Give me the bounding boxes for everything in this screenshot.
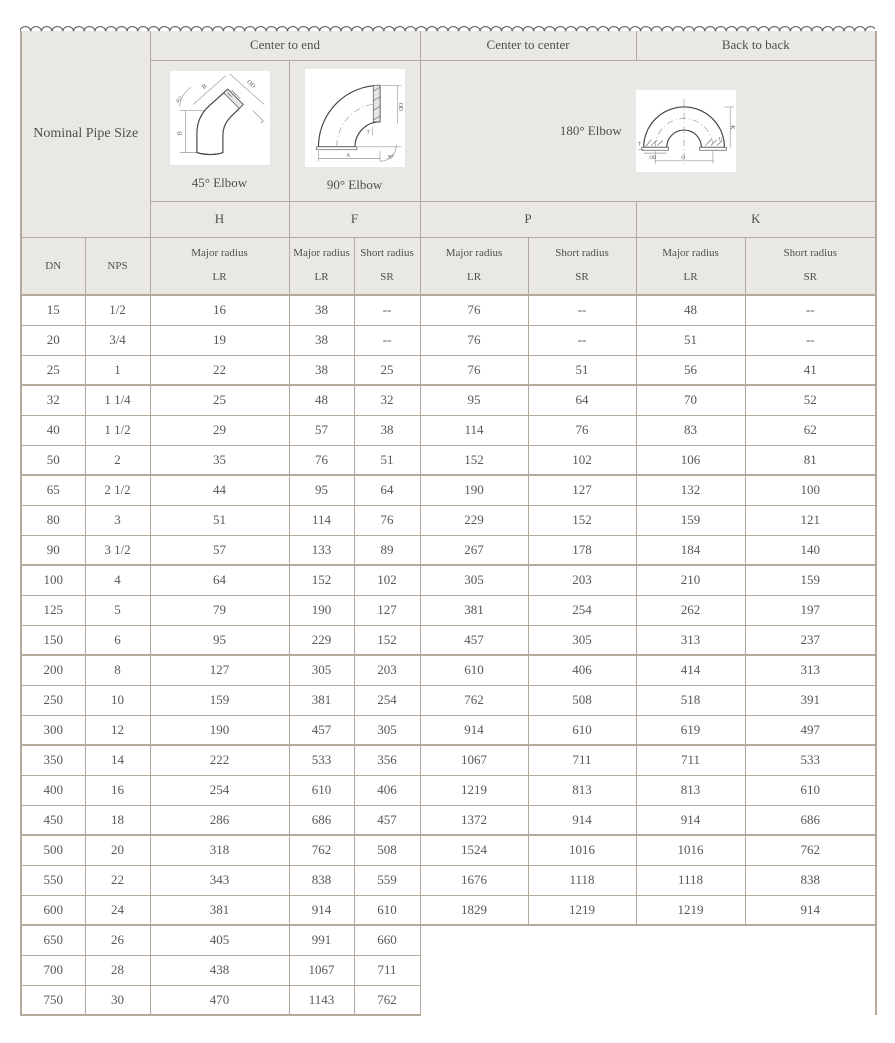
cell: 600 (21, 895, 85, 925)
cell: 178 (528, 535, 636, 565)
elbow-45-diagram-image (170, 71, 270, 165)
column-header-p-short (528, 237, 636, 295)
cell: -- (354, 295, 420, 325)
cell: 19 (150, 325, 289, 355)
cell: 438 (150, 955, 289, 985)
cell: 711 (528, 745, 636, 775)
column-letter-f: F (289, 201, 420, 237)
cell: 79 (150, 595, 289, 625)
table-row (21, 655, 876, 685)
cell: 24 (85, 895, 150, 925)
dim-label: OD (649, 155, 657, 161)
cell: 100 (21, 565, 85, 595)
cell: 76 (420, 325, 528, 355)
cell: 406 (354, 775, 420, 805)
cell: 356 (354, 745, 420, 775)
cell: 262 (636, 595, 745, 625)
short-radius-label: Short radius (555, 247, 609, 260)
table-row (21, 865, 876, 895)
column-letter-h: H (150, 201, 289, 237)
cell: 619 (636, 715, 745, 745)
cell: 914 (289, 895, 354, 925)
table-row (21, 325, 876, 355)
cell: 305 (420, 565, 528, 595)
cell: 114 (289, 505, 354, 535)
cell: 1219 (528, 895, 636, 925)
cell: 813 (636, 775, 745, 805)
cell: 56 (636, 355, 745, 385)
table-row (21, 475, 876, 505)
cell: 457 (289, 715, 354, 745)
dim-label: A (345, 151, 350, 158)
cell: 1372 (420, 805, 528, 835)
cell: 305 (354, 715, 420, 745)
cell: -- (354, 325, 420, 355)
cell: 12 (85, 715, 150, 745)
cell: 38 (289, 325, 354, 355)
cell: 305 (528, 625, 636, 655)
cell: 5 (85, 595, 150, 625)
lr-label: LR (314, 271, 329, 284)
cell: 813 (528, 775, 636, 805)
lr-label: LR (683, 271, 698, 284)
table-body (21, 295, 876, 1015)
table-row (21, 895, 876, 925)
cell: 1067 (420, 745, 528, 775)
cell: 32 (354, 385, 420, 415)
cell: 90 (21, 535, 85, 565)
cell: 914 (420, 715, 528, 745)
dim-label: 90° (387, 154, 394, 160)
cell: 1 1/4 (85, 385, 150, 415)
table-row (21, 685, 876, 715)
cell: 711 (354, 955, 420, 985)
cell: 229 (420, 505, 528, 535)
cell: 57 (150, 535, 289, 565)
cell: 22 (85, 865, 150, 895)
cell: 313 (636, 625, 745, 655)
cell: 838 (289, 865, 354, 895)
table-row (21, 295, 876, 325)
cell: 197 (745, 595, 876, 625)
elbow-90-cell (289, 60, 420, 201)
cell: 38 (289, 295, 354, 325)
elbow-180-diagram-image (636, 90, 736, 172)
cell: 300 (21, 715, 85, 745)
dim-label: T (257, 118, 265, 126)
back-to-back-header: Back to back (636, 31, 876, 60)
cell: 1219 (420, 775, 528, 805)
cell: 1/2 (85, 295, 150, 325)
cell: -- (745, 325, 876, 355)
major-radius-label: Major radius (191, 247, 248, 260)
table-row (21, 805, 876, 835)
cell: 18 (85, 805, 150, 835)
cell: 450 (21, 805, 85, 835)
sr-label: SR (575, 271, 589, 284)
cell: 1829 (420, 895, 528, 925)
cell: 518 (636, 685, 745, 715)
table-row (21, 775, 876, 805)
cell: 686 (289, 805, 354, 835)
dim-label: 45° (174, 94, 184, 105)
cell: 222 (150, 745, 289, 775)
cell: 610 (420, 655, 528, 685)
cell: 15 (21, 295, 85, 325)
column-header-k-short (745, 237, 876, 295)
table-row (21, 565, 876, 595)
cell: 30 (85, 985, 150, 1015)
nominal-pipe-size-header: Nominal Pipe Size (21, 31, 150, 237)
empty-region (420, 925, 876, 1015)
cell: 610 (289, 775, 354, 805)
cell: 762 (354, 985, 420, 1015)
cell: 660 (354, 925, 420, 955)
cell: 1118 (636, 865, 745, 895)
cell: 550 (21, 865, 85, 895)
cell: 76 (528, 415, 636, 445)
column-header-f-short (354, 237, 420, 295)
cell: 51 (150, 505, 289, 535)
cell: 102 (354, 565, 420, 595)
table-row (21, 385, 876, 415)
elbow-180-label: 180° Elbow (559, 122, 622, 138)
cell: 1118 (528, 865, 636, 895)
cell: 381 (420, 595, 528, 625)
cell: 114 (420, 415, 528, 445)
dim-label: U (718, 137, 722, 143)
cell: 762 (289, 835, 354, 865)
cell: 414 (636, 655, 745, 685)
cell: 51 (636, 325, 745, 355)
cell: 48 (289, 385, 354, 415)
cell: 140 (745, 535, 876, 565)
dim-label: O (680, 154, 685, 161)
cell: 184 (636, 535, 745, 565)
header-row-diagrams (21, 60, 876, 201)
cell: 152 (528, 505, 636, 535)
short-radius-label: Short radius (783, 247, 838, 260)
cell: 16 (150, 295, 289, 325)
dimensions-sheet (20, 24, 875, 1016)
elbow-90-label: 90° Elbow (326, 176, 383, 192)
cell: 25 (354, 355, 420, 385)
cell: 2 (85, 445, 150, 475)
cell: 65 (21, 475, 85, 505)
cell: 650 (21, 925, 85, 955)
cell: 991 (289, 925, 354, 955)
cell: 500 (21, 835, 85, 865)
cell: 1524 (420, 835, 528, 865)
cell: 102 (528, 445, 636, 475)
cell: 121 (745, 505, 876, 535)
dim-label: B (176, 130, 184, 135)
cell: 190 (150, 715, 289, 745)
cell: 254 (528, 595, 636, 625)
cell: 190 (420, 475, 528, 505)
cell: 50 (21, 445, 85, 475)
cell: 14 (85, 745, 150, 775)
cell: 267 (420, 535, 528, 565)
cell: 610 (745, 775, 876, 805)
header-row-groups (21, 31, 876, 60)
cell: 1676 (420, 865, 528, 895)
cell: 210 (636, 565, 745, 595)
cell: 22 (150, 355, 289, 385)
cell: 533 (745, 745, 876, 775)
cell: 4 (85, 565, 150, 595)
cell: 381 (289, 685, 354, 715)
cell: 533 (289, 745, 354, 775)
cell: 457 (354, 805, 420, 835)
cell: 1219 (636, 895, 745, 925)
cell: 25 (21, 355, 85, 385)
cell: 76 (420, 355, 528, 385)
cell: 152 (420, 445, 528, 475)
cell: 100 (745, 475, 876, 505)
cell: 237 (745, 625, 876, 655)
cell: 38 (354, 415, 420, 445)
cell: 497 (745, 715, 876, 745)
cell: 159 (636, 505, 745, 535)
cell: 159 (745, 565, 876, 595)
table-row (21, 595, 876, 625)
cell: 762 (745, 835, 876, 865)
cell: 406 (528, 655, 636, 685)
cell: 1 1/2 (85, 415, 150, 445)
cell: 125 (21, 595, 85, 625)
dimensions-table (20, 31, 877, 1016)
sr-label: SR (803, 271, 818, 284)
column-header-k-major (636, 237, 745, 295)
cell: 2 1/2 (85, 475, 150, 505)
cell: 10 (85, 685, 150, 715)
cell: 152 (289, 565, 354, 595)
cell: 51 (528, 355, 636, 385)
column-header-f-major (289, 237, 354, 295)
cell: 127 (150, 655, 289, 685)
cell: 229 (289, 625, 354, 655)
cell: 80 (21, 505, 85, 535)
cell: 457 (420, 625, 528, 655)
table-row (21, 835, 876, 865)
cell: 28 (85, 955, 150, 985)
cell: 400 (21, 775, 85, 805)
cell: 350 (21, 745, 85, 775)
cell: 286 (150, 805, 289, 835)
cell: 405 (150, 925, 289, 955)
cell: 3 (85, 505, 150, 535)
scalloped-edge-decoration (20, 24, 875, 32)
cell: 64 (150, 565, 289, 595)
major-radius-label: Major radius (293, 247, 350, 260)
column-header-h-major (150, 237, 289, 295)
cell: 700 (21, 955, 85, 985)
cell: 51 (354, 445, 420, 475)
cell: 254 (150, 775, 289, 805)
cell: 6 (85, 625, 150, 655)
cell: 305 (289, 655, 354, 685)
cell: 150 (21, 625, 85, 655)
cell: 203 (528, 565, 636, 595)
cell: 254 (354, 685, 420, 715)
dim-label: B (199, 82, 208, 91)
cell: 76 (420, 295, 528, 325)
cell: 32 (21, 385, 85, 415)
cell: 1067 (289, 955, 354, 985)
cell: 508 (528, 685, 636, 715)
cell: 559 (354, 865, 420, 895)
cell: 26 (85, 925, 150, 955)
cell: 20 (85, 835, 150, 865)
cell: 83 (636, 415, 745, 445)
cell: 838 (745, 865, 876, 895)
center-to-center-header: Center to center (420, 31, 636, 60)
cell: 159 (150, 685, 289, 715)
cell: 1 (85, 355, 150, 385)
cell: 29 (150, 415, 289, 445)
cell: 132 (636, 475, 745, 505)
cell: 200 (21, 655, 85, 685)
cell: 70 (636, 385, 745, 415)
table-row (21, 445, 876, 475)
major-radius-label: Major radius (445, 247, 503, 260)
cell: 203 (354, 655, 420, 685)
cell: 914 (745, 895, 876, 925)
dim-label: OD (244, 78, 257, 90)
dim-label: T (637, 141, 641, 147)
column-header-nps: NPS (85, 237, 150, 295)
cell: -- (528, 325, 636, 355)
cell: 76 (289, 445, 354, 475)
table-row (21, 535, 876, 565)
table-row (21, 625, 876, 655)
cell: 95 (150, 625, 289, 655)
cell: 914 (528, 805, 636, 835)
cell: 381 (150, 895, 289, 925)
column-letter-p: P (420, 201, 636, 237)
cell: 81 (745, 445, 876, 475)
cell: 250 (21, 685, 85, 715)
cell: 127 (528, 475, 636, 505)
cell: 95 (289, 475, 354, 505)
cell: 48 (636, 295, 745, 325)
cell: 38 (289, 355, 354, 385)
cell: 8 (85, 655, 150, 685)
cell: 190 (289, 595, 354, 625)
dim-label: T (366, 128, 370, 135)
cell: 62 (745, 415, 876, 445)
column-header-p-major (420, 237, 528, 295)
center-to-end-header: Center to end (150, 31, 420, 60)
table-row (21, 355, 876, 385)
cell: 89 (354, 535, 420, 565)
cell: 1016 (528, 835, 636, 865)
elbow-180-cell (420, 60, 876, 201)
cell: 318 (150, 835, 289, 865)
cell: -- (745, 295, 876, 325)
cell: -- (528, 295, 636, 325)
elbow-45-cell (150, 60, 289, 201)
column-header-dn: DN (21, 237, 85, 295)
cell: 711 (636, 745, 745, 775)
cell: 44 (150, 475, 289, 505)
elbow-90-diagram-image (305, 69, 405, 167)
cell: 76 (354, 505, 420, 535)
cell: 133 (289, 535, 354, 565)
cell: 152 (354, 625, 420, 655)
lr-label: LR (467, 271, 482, 284)
cell: 25 (150, 385, 289, 415)
elbow-45-label: 45° Elbow (191, 174, 248, 190)
cell: 610 (354, 895, 420, 925)
cell: 3/4 (85, 325, 150, 355)
lr-label: LR (212, 271, 227, 284)
cell: 64 (528, 385, 636, 415)
table-row (21, 415, 876, 445)
short-radius-label: Short radius (360, 247, 414, 260)
cell: 16 (85, 775, 150, 805)
sr-label: SR (380, 271, 394, 284)
cell: 914 (636, 805, 745, 835)
table-row (21, 925, 876, 955)
cell: 1016 (636, 835, 745, 865)
cell: 343 (150, 865, 289, 895)
cell: 686 (745, 805, 876, 835)
cell: 41 (745, 355, 876, 385)
cell: 470 (150, 985, 289, 1015)
dim-label: K (728, 124, 735, 129)
cell: 20 (21, 325, 85, 355)
cell: 1143 (289, 985, 354, 1015)
table-row (21, 715, 876, 745)
cell: 750 (21, 985, 85, 1015)
header-row-subcolumns (21, 237, 876, 295)
cell: 762 (420, 685, 528, 715)
major-radius-label: Major radius (662, 247, 719, 260)
header-row-letters (21, 201, 876, 237)
cell: 508 (354, 835, 420, 865)
cell: 391 (745, 685, 876, 715)
cell: 57 (289, 415, 354, 445)
cell: 40 (21, 415, 85, 445)
table-row (21, 745, 876, 775)
cell: 610 (528, 715, 636, 745)
cell: 313 (745, 655, 876, 685)
cell: 3 1/2 (85, 535, 150, 565)
cell: 106 (636, 445, 745, 475)
cell: 52 (745, 385, 876, 415)
dim-label: OD (396, 102, 403, 111)
cell: 95 (420, 385, 528, 415)
column-letter-k: K (636, 201, 876, 237)
cell: 127 (354, 595, 420, 625)
cell: 35 (150, 445, 289, 475)
cell: 64 (354, 475, 420, 505)
table-row (21, 505, 876, 535)
